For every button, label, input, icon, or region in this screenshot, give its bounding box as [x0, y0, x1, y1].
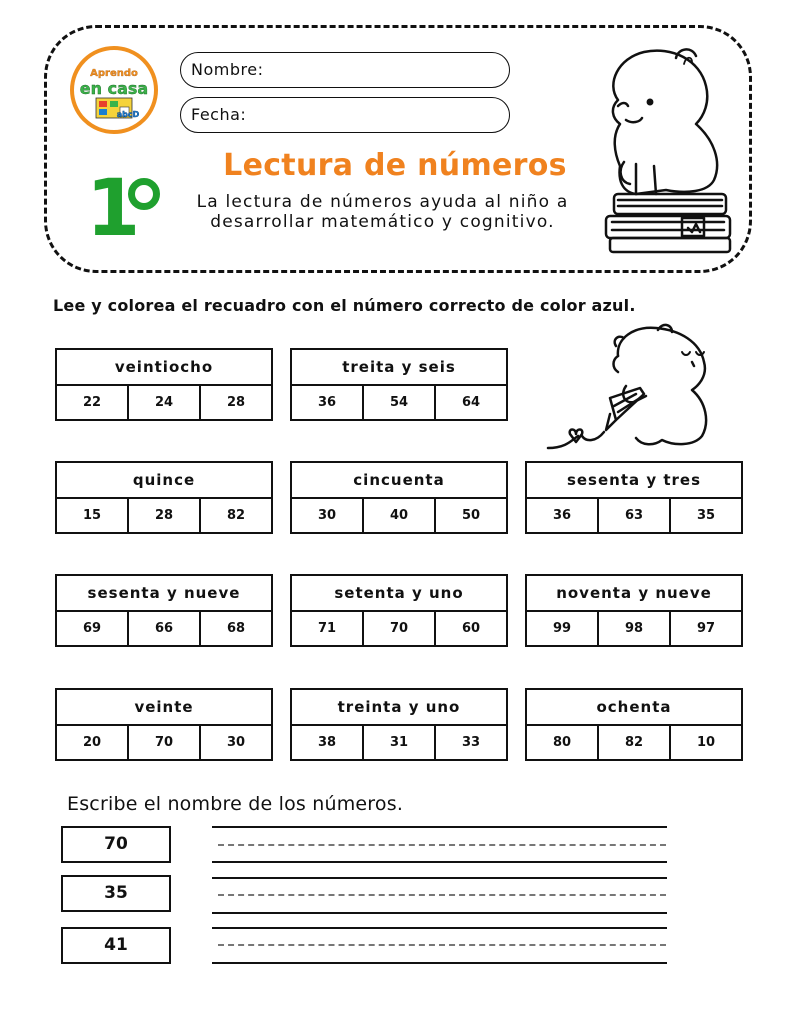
card-word: setenta y uno — [292, 576, 506, 612]
number-option[interactable]: 30 — [292, 499, 364, 532]
number-option[interactable]: 50 — [461, 508, 481, 523]
number-option[interactable]: 66 — [129, 612, 201, 645]
page-title: Lectura de números — [223, 148, 567, 183]
number-option[interactable]: 24 — [129, 386, 201, 419]
logo-text-aprendo: Aprendo — [90, 68, 138, 79]
card-word: veinte — [57, 690, 271, 726]
number-option[interactable]: 36 — [292, 386, 364, 419]
number-option[interactable]: 31 — [364, 726, 436, 759]
description-line-2: desarrollar matemático y cognitivo. — [210, 212, 555, 232]
card-word: sesenta y nueve — [57, 576, 271, 612]
card-word: ochenta — [527, 690, 741, 726]
number-option[interactable]: 80 — [527, 726, 599, 759]
number-option[interactable]: 70 — [129, 726, 201, 759]
number-option[interactable]: 22 — [57, 386, 129, 419]
number-card-2 — [290, 348, 508, 421]
number-option[interactable]: 63 — [599, 499, 671, 532]
number-option[interactable]: 71 — [292, 612, 364, 645]
card-word: quince — [57, 463, 271, 499]
card-word: veintiocho — [57, 350, 271, 386]
date-label: Fecha: — [191, 105, 247, 124]
card-word: sesenta y tres — [527, 463, 741, 499]
instruction-text: Lee y colorea el recuadro con el número correcto de color azul. — [53, 296, 636, 315]
writing-line-mid[interactable] — [218, 844, 666, 846]
number-card-3 — [55, 461, 273, 534]
card-word: cincuenta — [292, 463, 506, 499]
writing-line-mid[interactable] — [218, 894, 666, 896]
number-card-7 — [290, 574, 508, 647]
number-card-6 — [55, 574, 273, 647]
number-option[interactable]: 69 — [57, 612, 129, 645]
number-option[interactable]: 28 — [226, 395, 246, 410]
number-option[interactable]: 36 — [527, 499, 599, 532]
number-box-1: 70 — [61, 826, 171, 863]
description-line-1: La lectura de números ayuda al niño a — [196, 192, 569, 212]
number-option[interactable]: 30 — [226, 735, 246, 750]
number-card-5 — [525, 461, 743, 534]
writing-line-base[interactable] — [212, 962, 667, 964]
number-option[interactable]: 10 — [696, 735, 716, 750]
number-option[interactable]: 82 — [226, 508, 246, 523]
capybara-reading-books-illustration — [596, 44, 738, 256]
number-card-11 — [525, 688, 743, 761]
number-option[interactable]: 98 — [599, 612, 671, 645]
number-option[interactable]: 68 — [226, 621, 246, 636]
grade-number: 1 — [86, 164, 139, 254]
writing-line-top[interactable] — [212, 927, 667, 929]
number-option[interactable]: 15 — [57, 499, 129, 532]
number-box-3: 41 — [61, 927, 171, 964]
number-option[interactable]: 35 — [696, 508, 716, 523]
card-word: noventa y nueve — [527, 576, 741, 612]
number-option[interactable]: 99 — [527, 612, 599, 645]
number-option[interactable]: 38 — [292, 726, 364, 759]
writing-line-top[interactable] — [212, 877, 667, 879]
number-option[interactable]: 70 — [364, 612, 436, 645]
number-option[interactable]: 60 — [461, 621, 481, 636]
writing-line-base[interactable] — [212, 861, 667, 863]
card-word: treinta y uno — [292, 690, 506, 726]
aprendo-en-casa-logo — [70, 46, 158, 134]
number-card-8 — [525, 574, 743, 647]
name-field[interactable] — [180, 52, 510, 88]
write-section-title: Escribe el nombre de los números. — [67, 793, 404, 815]
writing-line-base[interactable] — [212, 912, 667, 914]
number-option[interactable]: 82 — [599, 726, 671, 759]
number-option[interactable]: 28 — [129, 499, 201, 532]
number-option[interactable]: 97 — [696, 621, 716, 636]
capybara-writing-pencil-illustration — [546, 322, 722, 454]
page-description — [175, 192, 590, 232]
number-option[interactable]: 54 — [364, 386, 436, 419]
logo-text-en-casa: en casa — [79, 79, 149, 98]
writing-line-top[interactable] — [212, 826, 667, 828]
date-field[interactable] — [180, 97, 510, 133]
number-option[interactable]: 33 — [461, 735, 481, 750]
number-card-4 — [290, 461, 508, 534]
logo-text-abcd: abcD — [116, 110, 140, 119]
number-box-2: 35 — [61, 875, 171, 912]
number-option[interactable]: 40 — [364, 499, 436, 532]
card-word: treita y seis — [292, 350, 506, 386]
grade-degree-symbol — [128, 178, 160, 210]
number-option[interactable]: 20 — [57, 726, 129, 759]
number-card-1 — [55, 348, 273, 421]
number-option[interactable]: 64 — [461, 395, 481, 410]
number-card-9 — [55, 688, 273, 761]
number-card-10 — [290, 688, 508, 761]
writing-line-mid[interactable] — [218, 944, 666, 946]
name-label: Nombre: — [191, 60, 264, 79]
